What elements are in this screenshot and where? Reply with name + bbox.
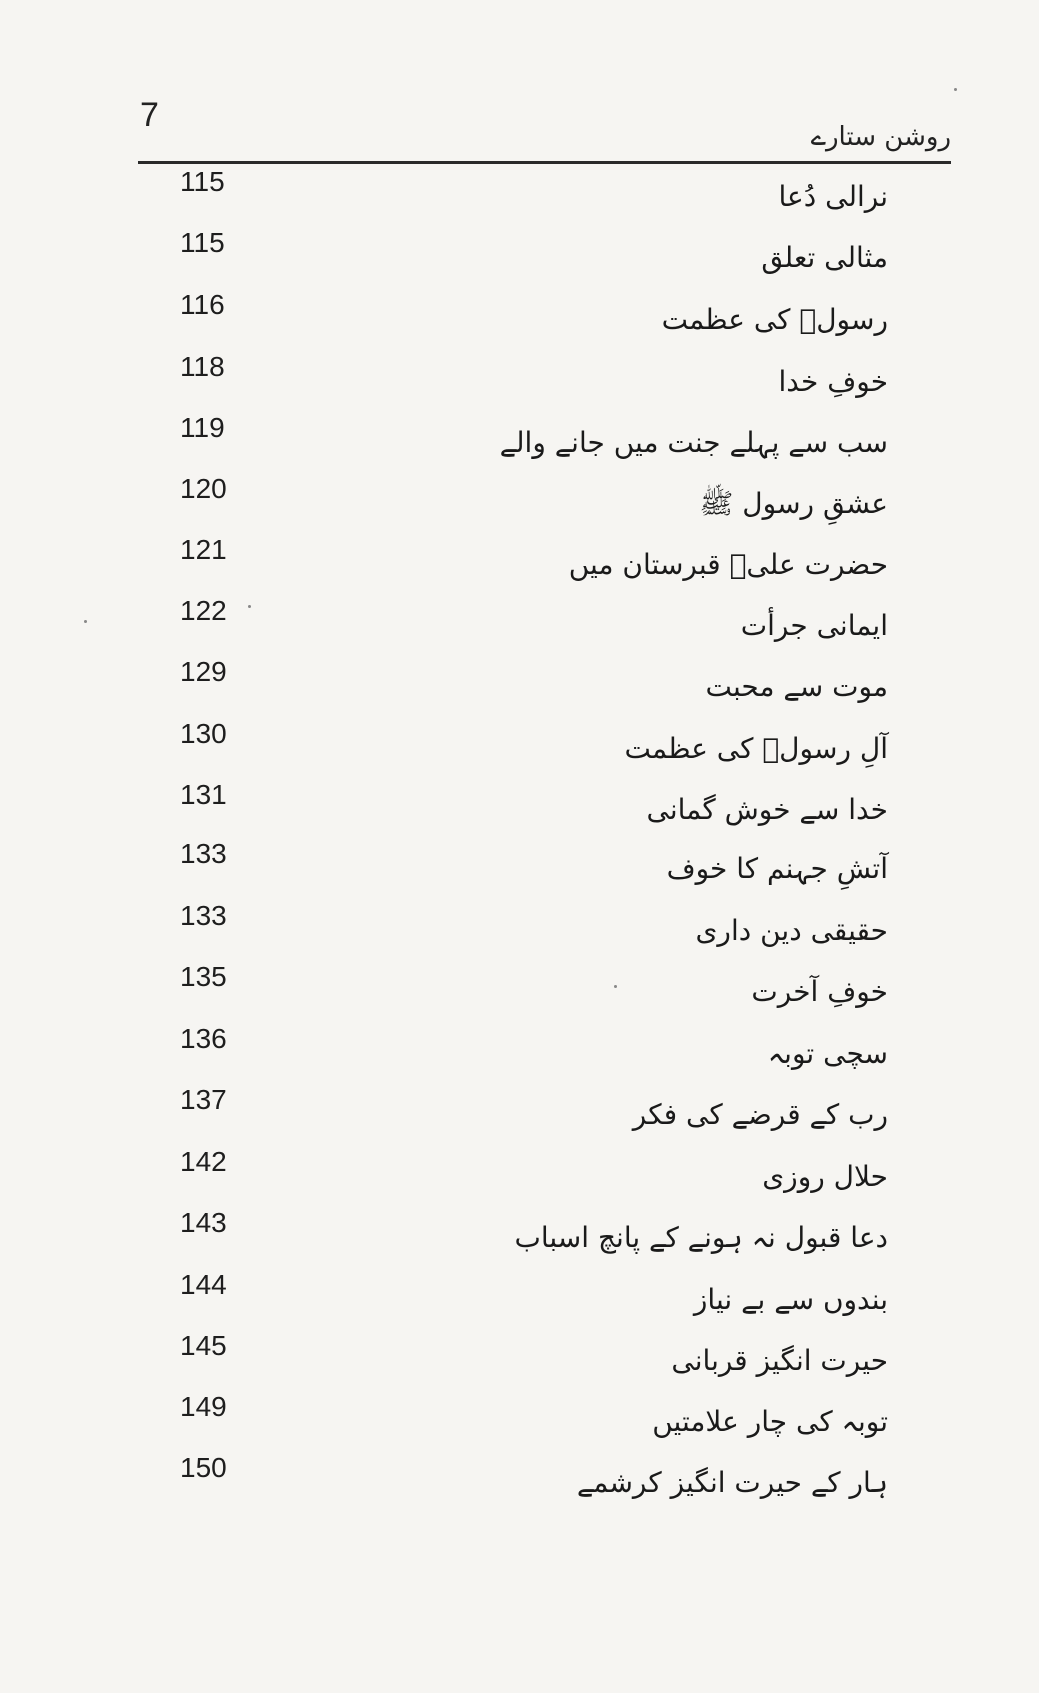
toc-entry: [160, 900, 888, 964]
toc-entry: [160, 1452, 888, 1516]
toc-entry-title: نرالی دُعا: [778, 180, 888, 213]
toc-entry: [160, 1084, 888, 1148]
toc-page-number: 133: [180, 900, 227, 931]
toc-page-number: 115: [180, 166, 225, 197]
toc-page-number: 116: [180, 289, 225, 320]
toc-page-number: 149: [180, 1391, 227, 1422]
scan-speck: [248, 605, 251, 608]
toc-page-number: 120: [180, 473, 227, 504]
toc-entry: [160, 838, 888, 902]
toc-entry: [160, 412, 888, 476]
toc-page-number: 122: [180, 595, 227, 626]
toc-entry-title: حقیقی دین داری: [695, 914, 888, 947]
toc-page-number: 144: [180, 1269, 227, 1300]
toc-entry-title: بندوں سے بے نیاز: [693, 1283, 888, 1316]
toc-page-number: 136: [180, 1023, 227, 1054]
toc-entry-title: ایمانی جرأت: [740, 609, 888, 642]
toc-page-number: 119: [180, 412, 225, 443]
toc-entry-title: آتشِ جہنم کا خوف: [666, 852, 888, 885]
toc-page-number: 142: [180, 1146, 227, 1177]
running-header-title: روشن ستارے: [810, 122, 951, 152]
toc-entry: [160, 534, 888, 598]
toc-entry: [160, 1330, 888, 1394]
toc-entry-title: سب سے پہلے جنت میں جانے والے: [499, 426, 888, 459]
toc-page-number: 135: [180, 961, 227, 992]
toc-entry-title: خدا سے خوش گمانی: [646, 793, 888, 826]
toc-entry-title: دعا قبول نہ ہونے کے پانچ اسباب: [514, 1221, 888, 1254]
toc-entry-title: رسولؐ کی عظمت: [661, 303, 888, 336]
toc-entry-title: توبہ کی چار علامتیں: [652, 1405, 888, 1438]
toc-page-number: 137: [180, 1084, 227, 1115]
toc-entry: [160, 718, 888, 782]
toc-entry-title: موت سے محبت: [705, 670, 888, 703]
toc-page-number: 130: [180, 718, 227, 749]
toc-entry: [160, 961, 888, 1025]
toc-entry: [160, 1146, 888, 1210]
toc-entry: [160, 227, 888, 291]
toc-page-number: 150: [180, 1452, 227, 1483]
toc-entry-title: خوفِ خدا: [778, 365, 888, 398]
toc-entry: [160, 351, 888, 415]
toc-entry-title: حلال روزی: [762, 1160, 888, 1193]
scan-speck: [84, 620, 87, 623]
toc-entry: [160, 1023, 888, 1087]
toc-entry-title: مثالی تعلق: [761, 241, 888, 274]
toc-entry: [160, 656, 888, 720]
toc-entry-title: رب کے قرضے کی فکر: [632, 1098, 888, 1131]
scan-speck: [954, 88, 957, 91]
toc-page-number: 133: [180, 838, 227, 869]
toc-entry: [160, 473, 888, 537]
toc-page-number: 129: [180, 656, 227, 687]
toc-entry-title: خوفِ آخرت: [751, 975, 888, 1008]
toc-entry-title: حیرت انگیز قربانی: [671, 1344, 888, 1377]
page-number: 7: [140, 96, 159, 134]
toc-entry-title: ہار کے حیرت انگیز کرشمے: [576, 1466, 888, 1499]
toc-entry: [160, 166, 888, 230]
toc-entry: [160, 779, 888, 843]
toc-entry: [160, 289, 888, 353]
toc-page-number: 143: [180, 1207, 227, 1238]
toc-page-number: 118: [180, 351, 225, 382]
toc-page-number: 115: [180, 227, 225, 258]
toc-page-number: 121: [180, 534, 227, 565]
toc-page-number: 131: [180, 779, 227, 810]
toc-entry-title: عشقِ رسول ﷺ: [699, 487, 888, 520]
toc-entry-title: آلِ رسولؐ کی عظمت: [624, 732, 888, 765]
toc-page-number: 145: [180, 1330, 227, 1361]
toc-entry: [160, 1207, 888, 1271]
toc-entry: [160, 1269, 888, 1333]
toc-entry-title: حضرت علیؓ قبرستان میں: [568, 548, 888, 581]
toc-entry-title: سچی توبہ: [767, 1037, 888, 1070]
scan-speck: [614, 985, 617, 988]
toc-entry: [160, 595, 888, 659]
toc-entry: [160, 1391, 888, 1455]
